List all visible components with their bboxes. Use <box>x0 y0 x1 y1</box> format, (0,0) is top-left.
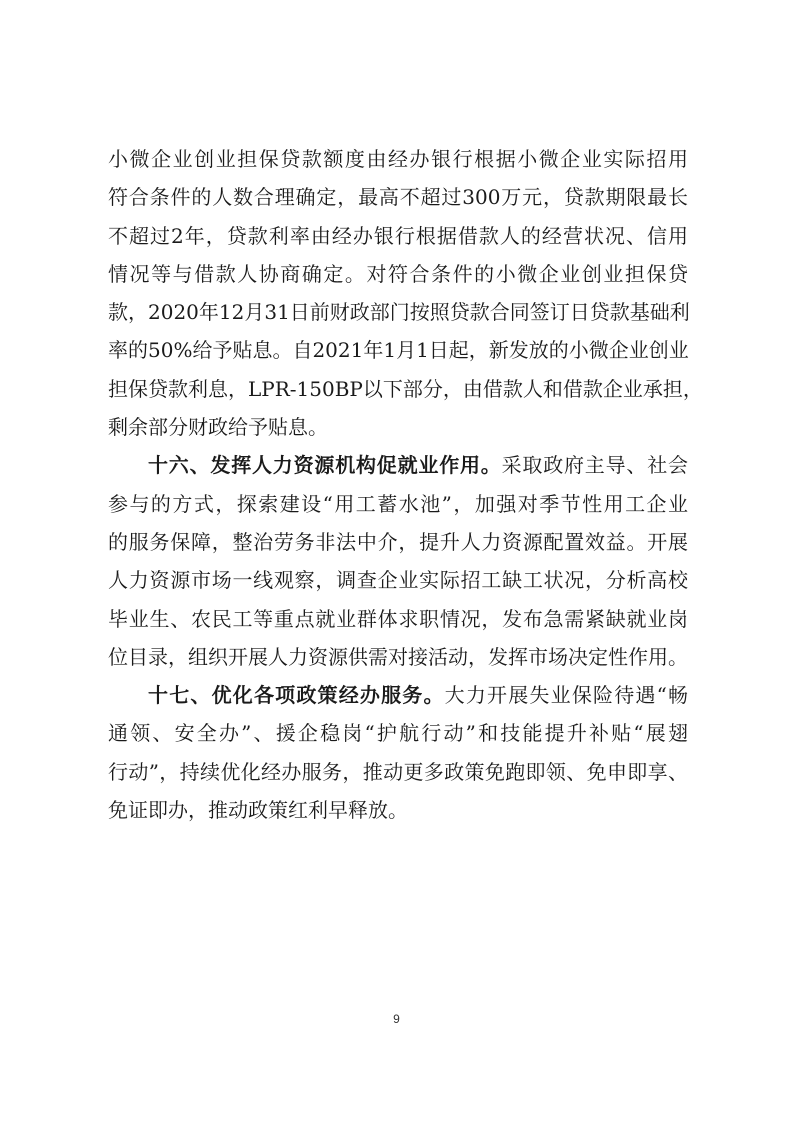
section-16 <box>108 446 688 676</box>
text-line: 担保贷款利息，LPR-150BP以下部分，由借款人和借款企业承担， <box>108 376 703 401</box>
text-run: 采取政府主导、社会 <box>501 453 689 478</box>
text-line: 不超过2年，贷款利率由经办银行根据借款人的经营状况、信用 <box>108 223 688 248</box>
section-17-heading: 十七、优化各项政策经办服务。 <box>148 683 445 708</box>
section-16-first-line <box>108 446 688 484</box>
text-line: 率的50%给予贴息。自2021年1月1日起，新发放的小微企业创业 <box>108 338 689 363</box>
text-line: 情况等与借款人协商确定。对符合条件的小微企业创业担保贷 <box>108 261 688 286</box>
text-line: 行动”，持续优化经办服务，推动更多政策免跑即领、免申即享、 <box>108 759 688 784</box>
text-line: 人力资源市场一线观察，调查企业实际招工缺工状况，分析高校 <box>108 568 688 593</box>
section-16-heading: 十六、发挥人力资源机构促就业作用。 <box>148 453 502 478</box>
text-line: 剩余部分财政给予贴息。 <box>108 415 328 440</box>
text-run: 大力开展失业保险待遇“畅 <box>444 683 688 708</box>
document-body <box>108 140 703 829</box>
paragraph-loan-terms <box>108 140 703 446</box>
text-line: 毕业生、农民工等重点就业群体求职情况，发布急需紧缺就业岗 <box>108 606 688 631</box>
text-line: 免证即办，推动政策红利早释放。 <box>108 798 408 823</box>
page-number: 9 <box>393 1012 400 1026</box>
text-line: 的服务保障，整治劳务非法中介，提升人力资源配置效益。开展 <box>108 529 688 554</box>
section-17 <box>108 676 688 829</box>
text-line: 款，2020年12月31日前财政部门按照贷款合同签订日贷款基础利 <box>108 300 690 325</box>
text-line: 通领、安全办”、援企稳岗“护航行动”和技能提升补贴“展翅 <box>108 721 688 746</box>
text-line: 符合条件的人数合理确定，最高不超过300万元，贷款期限最长 <box>108 185 688 210</box>
text-line: 参与的方式，探索建设“用工蓄水池”，加强对季节性用工企业 <box>108 491 688 516</box>
section-17-first-line <box>108 676 688 714</box>
text-line: 位目录，组织开展人力资源供需对接活动，发挥市场决定性作用。 <box>108 644 688 669</box>
text-line: 小微企业创业担保贷款额度由经办银行根据小微企业实际招用 <box>108 147 688 171</box>
